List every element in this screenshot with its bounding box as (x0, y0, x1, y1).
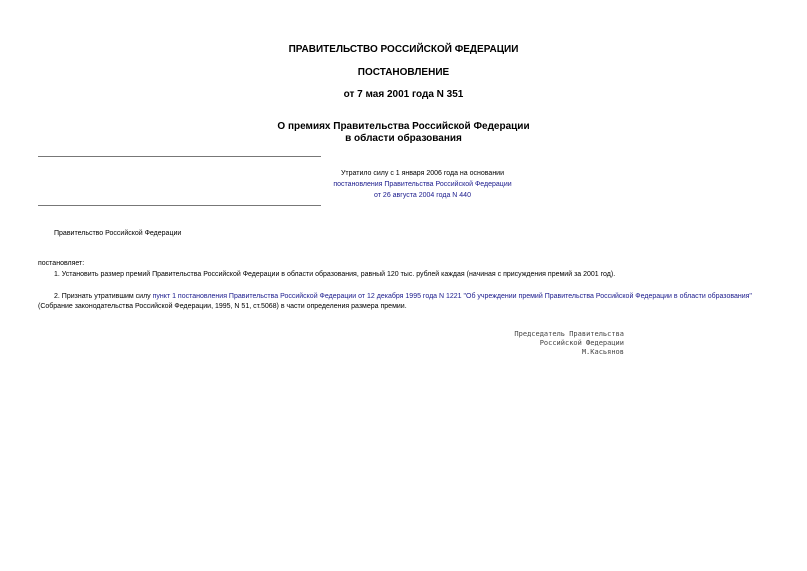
item-2-prefix: 2. Признать утратившим силу (54, 293, 153, 300)
document-title-line-1: О премиях Правительства Российской Федерации (277, 121, 530, 132)
divider-bottom (38, 205, 321, 206)
status-note-link-line-2[interactable] (280, 190, 565, 201)
decides-paragraph: постановляет: (38, 260, 85, 267)
divider-top (38, 156, 321, 157)
signature-name: М.Касьянов (581, 348, 624, 356)
intro-paragraph: Правительство Российской Федерации (54, 230, 182, 237)
document-date-number: от 7 мая 2001 года N 351 (343, 89, 464, 100)
signature-block (490, 330, 624, 357)
document-title-line-2: в области образования (345, 133, 462, 144)
item-2-continuation: (Собрание законодательства Российской Федерации, 1995, N 51, ст.5068) в части определения размера премии. (38, 303, 407, 310)
repealing-act-date-link[interactable]: от 26 августа 2004 года N 440 (374, 192, 471, 199)
item-1-paragraph: 1. Установить размер премий Правительства Российской Федерации в области образования, равный 120 тыс. рублей каждая (начиная с присуждения премий за 2001 год). (54, 271, 616, 278)
repealing-act-link[interactable]: постановления Правительства Российской Федерации (333, 181, 512, 188)
item-2-referenced-act-link[interactable]: пункт 1 постановления Правительства Российской Федерации от 12 декабря 1995 года N 1221 "Об учреждении премий Правительства Российской Федерации в области образования" (152, 293, 752, 300)
signature-position: Председатель Правительства (514, 330, 624, 338)
signature-organization: Российской Федерации (539, 339, 624, 347)
document-type-heading: ПОСТАНОВЛЕНИЕ (357, 67, 450, 78)
document-title (0, 121, 807, 145)
government-heading: ПРАВИТЕЛЬСТВО РОССИЙСКОЙ ФЕДЕРАЦИИ (288, 44, 519, 55)
status-note-text: Утратило силу с 1 января 2006 года на основании (340, 170, 505, 177)
status-note-link-line-1[interactable] (280, 179, 565, 190)
